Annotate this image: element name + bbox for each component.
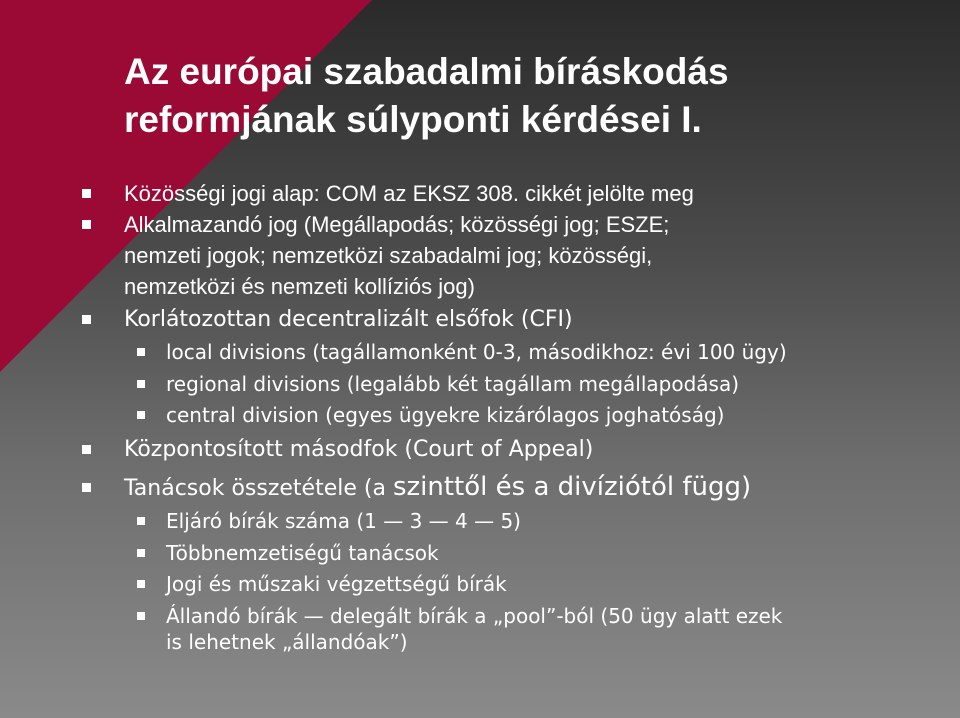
sub-bullet-multinational-panels: Többnemzetiségű tanácsok	[166, 540, 439, 566]
square-bullet-icon	[137, 411, 145, 419]
square-bullet-icon	[82, 189, 91, 198]
sub-bullet-local-divisions: local divisions (tagállamonként 0-3, másodikhoz: évi 100 ügy)	[166, 339, 787, 365]
bullet-applicable-law: Alkalmazandó jog (Megállapodás; közösségi jog; ESZE; nemzeti jogok; nemzetközi szabadalmi jog; közösségi, nemzetközi és nemzeti kollíziós jog)	[124, 209, 669, 302]
square-bullet-icon	[82, 315, 91, 324]
square-bullet-icon	[137, 380, 145, 388]
square-bullet-icon	[82, 220, 91, 229]
square-bullet-icon	[137, 612, 145, 620]
slide-title-line2: reformjának súlyponti kérdései I.	[124, 99, 702, 140]
square-bullet-icon	[137, 580, 145, 588]
sub-bullet-judge-count: Eljáró bírák száma (1 — 3 — 4 — 5)	[166, 508, 521, 534]
bullet-legal-basis: Közösségi jogi alap: COM az EKSZ 308. cikkét jelölte meg	[124, 178, 694, 209]
slide-title-line1: Az európai szabadalmi bíráskodás	[124, 51, 729, 92]
sub-bullet-regional-divisions: regional divisions (legalább két tagállam megállapodása)	[166, 371, 739, 397]
square-bullet-icon	[137, 517, 145, 525]
square-bullet-icon	[82, 483, 91, 492]
sub-bullet-central-division: central division (egyes ügyekre kizárólagos joghatóság)	[166, 402, 724, 428]
bullet-second-instance: Központosított másodfok (Court of Appeal)	[124, 434, 593, 465]
square-bullet-icon	[82, 445, 91, 454]
slide-title	[124, 48, 924, 144]
bullet-panel-composition: Tanácsok összetétele (a szinttől és a divíziótól függ)	[124, 472, 751, 504]
sub-bullet-judge-qualifications: Jogi és műszaki végzettségű bírák	[166, 571, 507, 597]
bullet-first-instance: Korlátozottan decentralizált elsőfok (CFI)	[124, 304, 573, 335]
square-bullet-icon	[137, 549, 145, 557]
sub-bullet-permanent-judges: Állandó bírák — delegált bírák a „pool”-ból (50 ügy alatt ezek is lehetnek „állandóak”)	[166, 603, 782, 655]
square-bullet-icon	[137, 348, 145, 356]
